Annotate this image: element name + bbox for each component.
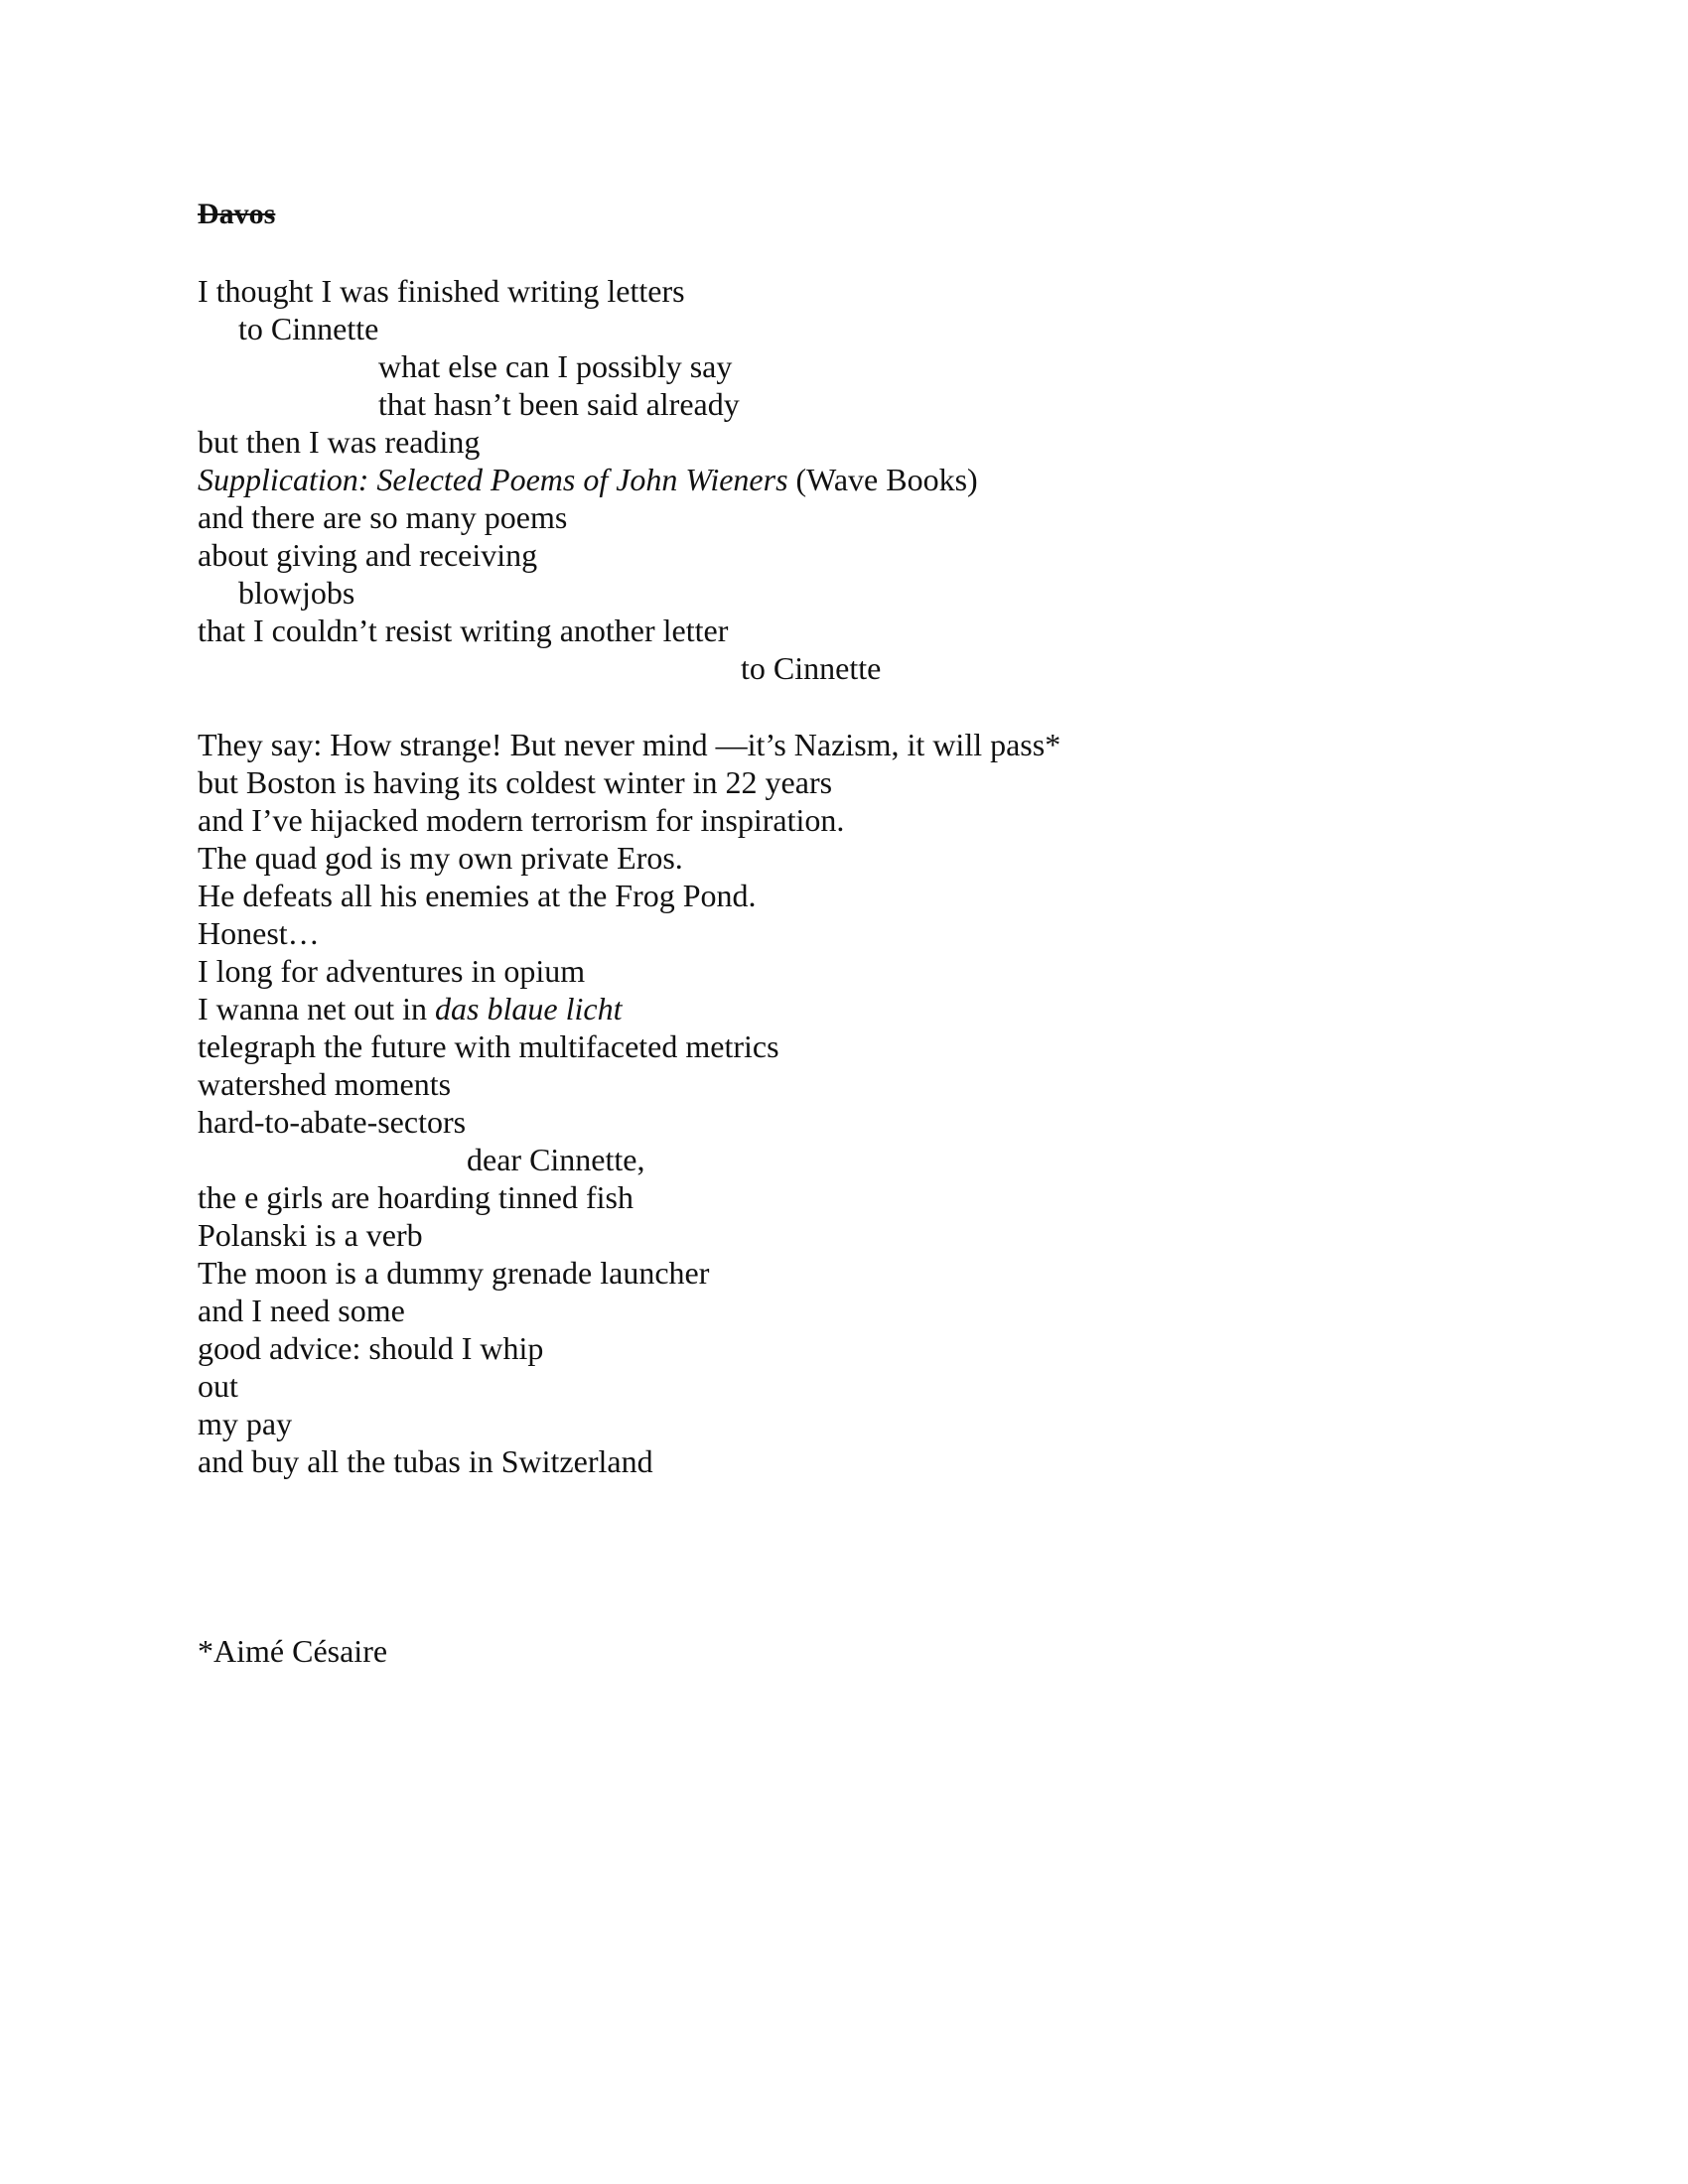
poem-line: The quad god is my own private Eros. [198, 840, 683, 876]
poem-line-book [198, 461, 978, 498]
poem-line: that I couldn’t resist writing another letter [198, 613, 729, 648]
poem-line: but then I was reading [198, 424, 481, 460]
poem-line: I long for adventures in opium [198, 953, 586, 989]
poem-line: dear Cinnette, [467, 1142, 645, 1177]
poem-line: I thought I was finished writing letters [198, 273, 685, 309]
poem-line-italic [198, 990, 622, 1027]
poem-line-text: I wanna net out in [198, 991, 428, 1026]
poem-line: the e girls are hoarding tinned fish [198, 1179, 633, 1215]
footnote: *Aimé Césaire [198, 1633, 388, 1669]
poem-line: and there are so many poems [198, 499, 568, 535]
poem-line: They say: How strange! But never mind —it’s Nazism, it will pass* [198, 727, 1061, 762]
poem-line: hard-to-abate-sectors [198, 1104, 467, 1140]
poem-line: to Cinnette [741, 650, 882, 686]
poem-line: about giving and receiving [198, 537, 538, 573]
poem-line: and buy all the tubas in Switzerland [198, 1443, 653, 1479]
italic-phrase: das blaue licht [435, 991, 623, 1026]
poem-line: but Boston is having its coldest winter in 22 years [198, 764, 833, 800]
poem-line: Polanski is a verb [198, 1217, 423, 1253]
poem-line: to Cinnette [238, 311, 379, 346]
poem-line: blowjobs [238, 575, 355, 611]
poem-line: what else can I possibly say [378, 348, 733, 384]
poem-title: Davos [198, 198, 276, 230]
poem-line: watershed moments [198, 1066, 452, 1102]
poem-line: and I need some [198, 1293, 405, 1328]
poem-line: Honest… [198, 915, 320, 951]
poem-line: that hasn’t been said already [378, 386, 740, 422]
publisher: (Wave Books) [795, 462, 978, 497]
poem-line: out [198, 1368, 238, 1404]
poem-line: The moon is a dummy grenade launcher [198, 1255, 710, 1291]
poem-line: He defeats all his enemies at the Frog Pond. [198, 878, 757, 913]
poem-line: telegraph the future with multifaceted metrics [198, 1028, 779, 1064]
poem-line: my pay [198, 1406, 293, 1441]
book-title: Supplication: Selected Poems of John Wieners [198, 462, 788, 497]
poem-line: good advice: should I whip [198, 1330, 544, 1366]
poem-line: and I’ve hijacked modern terrorism for inspiration. [198, 802, 845, 838]
